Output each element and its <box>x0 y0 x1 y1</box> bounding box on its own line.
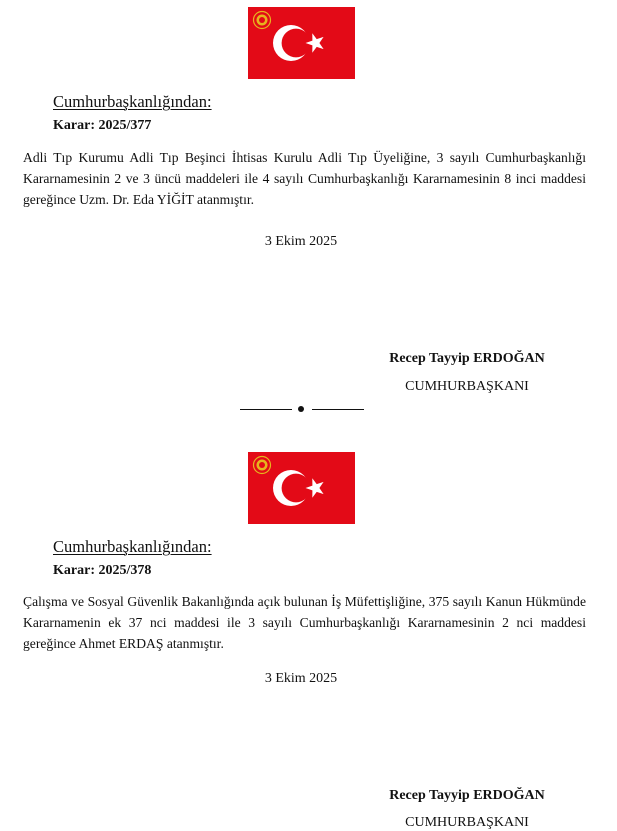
decision-date: 3 Ekim 2025 <box>264 671 338 686</box>
signer-name: Recep Tayyip ERDOĞAN <box>389 788 545 803</box>
decision-body: Adli Tıp Kurumu Adli Tıp Beşinci İhtisas Kurulu Adli Tıp Üyeliğine, 3 sayılı Cumhurbaşkanlığı Kararnamesinin 2 ve 3 üncü maddeleri ile 4 sayılı Cumhurbaşkanlığı Kararnamesinin 8 inci maddesi gereğince Uzm. Dr. Eda YİĞİT atanmıştır. <box>23 150 586 207</box>
section-divider-icon <box>240 402 364 416</box>
decision-number: Karar: 2025/378 <box>53 563 152 578</box>
decision-number: Karar: 2025/377 <box>53 118 152 133</box>
issuer-label: Cumhurbaşkanlığından: <box>53 92 212 111</box>
decision-date: 3 Ekim 2025 <box>264 234 338 249</box>
turkish-flag-icon <box>248 452 355 524</box>
decision-body: Çalışma ve Sosyal Güvenlik Bakanlığında açık bulunan İş Müfettişliğine, 375 sayılı Kanun Hükmünde Kararnamenin ek 37 nci maddesi ile 3 sayılı Cumhurbaşkanlığı Kararnamesinin 2 nci maddesi gereğince Ahmet ERDAŞ atanmıştır. <box>23 594 586 651</box>
signer-name: Recep Tayyip ERDOĞAN <box>389 351 545 366</box>
signer-title: CUMHURBAŞKANI <box>405 379 529 394</box>
issuer-label: Cumhurbaşkanlığından: <box>53 537 212 556</box>
signer-title: CUMHURBAŞKANI <box>405 815 529 830</box>
turkish-flag-icon <box>248 7 355 79</box>
